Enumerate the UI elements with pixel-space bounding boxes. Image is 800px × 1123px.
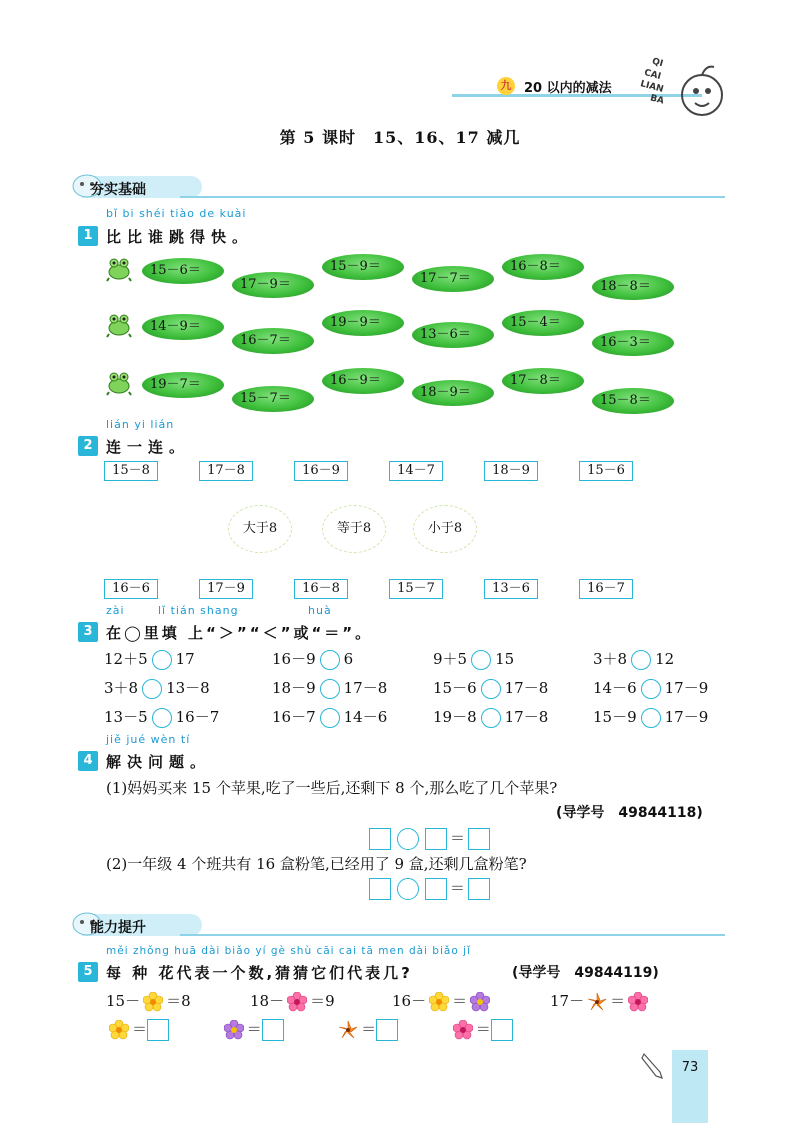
yellow-flower-icon xyxy=(429,992,449,1012)
q2-bottom-box[interactable]: 15－7 xyxy=(389,579,443,599)
q5-answer-row xyxy=(106,1018,513,1041)
answer-circle[interactable] xyxy=(631,650,651,670)
leaf-equation: 18－8＝ xyxy=(592,274,674,300)
q2-pinyin: lián yi lián xyxy=(106,418,175,431)
left-expression: 12＋5 xyxy=(104,650,148,668)
eq-text: 16－ xyxy=(392,992,427,1010)
comparison-item xyxy=(272,706,387,728)
q1-text: 比比谁跳得快。 xyxy=(106,228,254,246)
leaf-equation: 19－7＝ xyxy=(142,372,224,398)
mascot-word: BA xyxy=(648,93,665,107)
q3-pinyin-hua: huà xyxy=(308,604,332,617)
right-expression: 17－9 xyxy=(664,679,709,697)
comparison-item xyxy=(272,648,353,670)
answer-circle[interactable] xyxy=(481,679,501,699)
section-basics-label: 夯实基础 xyxy=(90,182,146,198)
q2-category-label[interactable] xyxy=(322,505,386,553)
frog-icon xyxy=(106,312,132,338)
right-expression: 16－7 xyxy=(175,708,220,726)
q5-eq-3 xyxy=(392,990,493,1012)
q2-category-label[interactable] xyxy=(228,505,292,553)
q5-pinyin: měi zhǒng huā dài biǎo yí gè shù cāi cai tā men dài biǎo jǐ xyxy=(106,945,471,957)
q4-answer-1 xyxy=(366,827,493,850)
q2-text: 连一连。 xyxy=(106,438,191,456)
q2-bottom-box[interactable]: 16－7 xyxy=(579,579,633,599)
right-expression: 17－8 xyxy=(343,679,388,697)
equals-sign: ＝ xyxy=(475,1020,491,1038)
answer-circle[interactable] xyxy=(152,650,172,670)
left-expression: 19－8 xyxy=(433,708,477,726)
q4-problem-1: (1)妈妈买来 15 个苹果,吃了一些后,还剩下 8 个,那么吃了几个苹果? xyxy=(106,779,558,797)
leaf-equation: 15－4＝ xyxy=(502,310,584,336)
q4-problem-2: (2)一年级 4 个班共有 16 盒粉笔,已经用了 9 盒,还剩几盒粉笔? xyxy=(106,855,527,873)
answer-circle[interactable] xyxy=(320,708,340,728)
yellow-flower-icon xyxy=(109,1020,129,1040)
comparison-item xyxy=(272,677,387,699)
answer-circle[interactable] xyxy=(641,708,661,728)
pencil-icon xyxy=(640,1050,666,1080)
eq-text: 17－ xyxy=(550,992,585,1010)
left-expression: 3＋8 xyxy=(593,650,628,668)
mascot-word: QI xyxy=(650,56,665,70)
page-number-tab xyxy=(672,1050,708,1123)
unit-title: 20 以内的减法 xyxy=(524,81,612,96)
left-expression: 14－6 xyxy=(593,679,637,697)
q4-text: 解决问题。 xyxy=(106,753,212,771)
q2-number: 2 xyxy=(78,436,98,456)
leaf-equation: 15－8＝ xyxy=(592,388,674,414)
leaf-equation: 17－7＝ xyxy=(412,266,494,292)
q4-number: 4 xyxy=(78,751,98,771)
q1-number: 1 xyxy=(78,226,98,246)
comparison-item xyxy=(593,648,674,670)
answer-box[interactable] xyxy=(369,878,391,900)
q2-top-box[interactable]: 15－6 xyxy=(579,461,633,481)
answer-box[interactable] xyxy=(425,878,447,900)
right-expression: 17－8 xyxy=(504,708,549,726)
category-text: 大于8 xyxy=(242,521,278,536)
eq-text: ＝ xyxy=(452,992,468,1010)
answer-circle[interactable] xyxy=(142,679,162,699)
answer-box[interactable] xyxy=(491,1019,513,1041)
purple-flower-icon xyxy=(470,992,490,1012)
q4-problem-1-ref: (导学号 49844118) xyxy=(556,805,703,821)
eq-text: ＝8 xyxy=(166,992,191,1010)
answer-box[interactable] xyxy=(468,878,490,900)
comparison-item xyxy=(433,648,514,670)
category-text: 小于8 xyxy=(427,521,463,536)
leaf-equation: 16－8＝ xyxy=(502,254,584,280)
right-expression: 6 xyxy=(343,650,354,668)
right-expression: 17－9 xyxy=(664,708,709,726)
q2-top-box[interactable]: 15－8 xyxy=(104,461,158,481)
left-expression: 18－9 xyxy=(272,679,316,697)
orange-lily-icon xyxy=(338,1020,358,1040)
q3-pinyin-zai: zài xyxy=(106,604,125,617)
comparison-item xyxy=(104,677,210,699)
equals-sign: ＝ xyxy=(132,1020,148,1038)
answer-box[interactable] xyxy=(468,828,490,850)
comparison-item xyxy=(593,677,708,699)
leaf-equation: 19－9＝ xyxy=(322,310,404,336)
q5-number: 5 xyxy=(78,962,98,982)
comparison-item xyxy=(104,648,195,670)
left-expression: 16－9 xyxy=(272,650,316,668)
q4-answer-2 xyxy=(366,877,493,900)
equals-sign: ＝ xyxy=(361,1020,377,1038)
eq-text: 15－ xyxy=(106,992,141,1010)
q5-ref: (导学号 49844119) xyxy=(512,965,659,981)
left-expression: 9＋5 xyxy=(433,650,468,668)
right-expression: 14－6 xyxy=(343,708,388,726)
frog-icon xyxy=(106,256,132,282)
q2-bottom-box[interactable]: 13－6 xyxy=(484,579,538,599)
answer-circle[interactable] xyxy=(320,679,340,699)
q2-top-box[interactable]: 17－8 xyxy=(199,461,253,481)
answer-box[interactable] xyxy=(376,1019,398,1041)
q2-category-label[interactable] xyxy=(413,505,477,553)
q5-eq-1 xyxy=(106,990,191,1012)
answer-box[interactable] xyxy=(425,828,447,850)
leaf-equation: 16－7＝ xyxy=(232,328,314,354)
right-expression: 17－8 xyxy=(504,679,549,697)
left-expression: 13－5 xyxy=(104,708,148,726)
left-expression: 3＋8 xyxy=(104,679,139,697)
q2-bottom-box[interactable]: 16－6 xyxy=(104,579,158,599)
answer-box[interactable] xyxy=(262,1019,284,1041)
equals-sign: ＝ xyxy=(450,829,466,847)
answer-circle[interactable] xyxy=(481,708,501,728)
leaf-equation: 15－7＝ xyxy=(232,386,314,412)
pink-flower-icon xyxy=(628,992,648,1012)
left-expression: 16－7 xyxy=(272,708,316,726)
q2-top-box[interactable]: 18－9 xyxy=(484,461,538,481)
comparison-item xyxy=(593,706,708,728)
left-expression: 15－9 xyxy=(593,708,637,726)
q3-pinyin-li: lǐ tián shang xyxy=(158,604,239,617)
q1-pinyin: bǐ bi shéi tiào de kuài xyxy=(106,207,247,220)
leaf-equation: 18－9＝ xyxy=(412,380,494,406)
right-expression: 17 xyxy=(175,650,195,668)
left-expression: 15－6 xyxy=(433,679,477,697)
eq-text: ＝ xyxy=(610,992,626,1010)
leaf-equation: 16－9＝ xyxy=(322,368,404,394)
q2-bottom-box[interactable]: 16－8 xyxy=(294,579,348,599)
comparison-item xyxy=(104,706,219,728)
answer-circle[interactable] xyxy=(397,828,419,850)
leaf-equation: 15－6＝ xyxy=(142,258,224,284)
section-basics-bar xyxy=(70,176,725,200)
answer-box[interactable] xyxy=(147,1019,169,1041)
q2-bottom-box[interactable]: 17－9 xyxy=(199,579,253,599)
leaf-equation: 13－6＝ xyxy=(412,322,494,348)
answer-circle[interactable] xyxy=(320,650,340,670)
category-text: 等于8 xyxy=(336,521,372,536)
right-expression: 15 xyxy=(495,650,515,668)
mascot-word: LIAN xyxy=(639,79,665,95)
leaf-equation: 15－9＝ xyxy=(322,254,404,280)
page-number: 73 xyxy=(681,1060,699,1075)
orange-lily-icon xyxy=(587,992,607,1012)
q2-top-box[interactable]: 16－9 xyxy=(294,461,348,481)
pink-flower-icon xyxy=(453,1020,473,1040)
q5-eq-4 xyxy=(550,990,651,1012)
leaf-equation: 16－3＝ xyxy=(592,330,674,356)
q2-top-box[interactable]: 14－7 xyxy=(389,461,443,481)
mascot-word: CAI xyxy=(642,67,662,83)
equals-sign: ＝ xyxy=(450,879,466,897)
answer-circle[interactable] xyxy=(152,708,172,728)
lesson-title: 第 5 课时 15、16、17 减几 xyxy=(279,128,521,147)
section-advanced-label: 能力提升 xyxy=(90,920,146,936)
comparison-item xyxy=(433,706,548,728)
q3-number: 3 xyxy=(78,622,98,642)
answer-circle[interactable] xyxy=(641,679,661,699)
purple-flower-icon xyxy=(224,1020,244,1040)
leaf-equation: 14－9＝ xyxy=(142,314,224,340)
eq-text: ＝9 xyxy=(310,992,335,1010)
leaf-equation: 17－8＝ xyxy=(502,368,584,394)
yellow-flower-icon xyxy=(143,992,163,1012)
answer-circle[interactable] xyxy=(397,878,419,900)
q3-text: 在◯里填 上“＞”“＜”或“＝”。 xyxy=(106,624,374,642)
answer-circle[interactable] xyxy=(471,650,491,670)
q4-pinyin: jiě jué wèn tí xyxy=(106,733,191,746)
right-expression: 13－8 xyxy=(166,679,210,697)
leaf-equation: 17－9＝ xyxy=(232,272,314,298)
equals-sign: ＝ xyxy=(246,1020,262,1038)
q5-text: 每 种 花代表一个数,猜猜它们代表几? xyxy=(106,964,413,982)
eq-text: 18－ xyxy=(250,992,285,1010)
comparison-item xyxy=(433,677,548,699)
pink-flower-icon xyxy=(287,992,307,1012)
q5-eq-2 xyxy=(250,990,335,1012)
section-advanced-bar xyxy=(70,914,725,938)
unit-badge: 九 xyxy=(497,77,515,95)
right-expression: 12 xyxy=(655,650,675,668)
frog-icon xyxy=(106,370,132,396)
answer-box[interactable] xyxy=(369,828,391,850)
